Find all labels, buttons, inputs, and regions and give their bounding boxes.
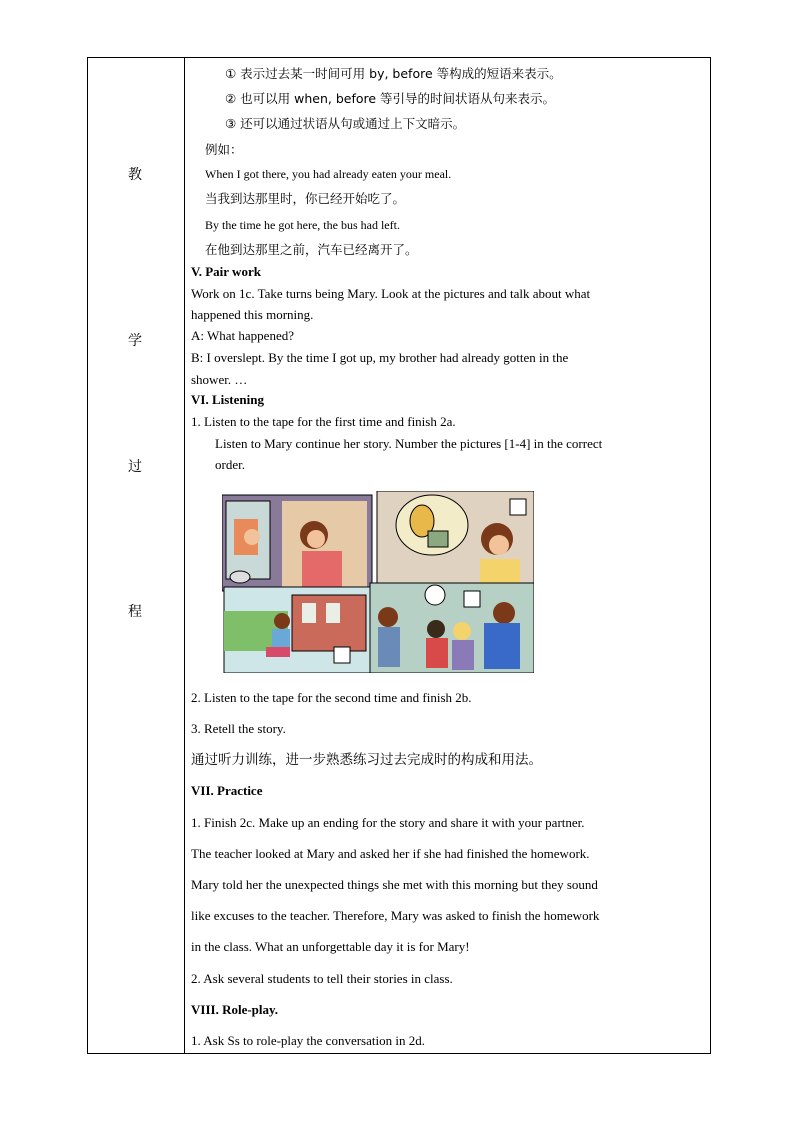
text-line: happened this morning. (191, 307, 314, 322)
section-heading: V. Pair work (191, 264, 261, 279)
note-3: ③ 还可以通过状语从句或通过上下文暗示。 (225, 116, 466, 131)
text-line: in the class. What an unforgettable day it is for Mary! (191, 939, 470, 954)
text-line: The teacher looked at Mary and asked her if she had finished the homework. (191, 846, 590, 861)
text-line: like excuses to the teacher. Therefore, Mary was asked to finish the homework (191, 908, 600, 923)
section-heading: VI. Listening (191, 392, 264, 407)
text-line: 1. Finish 2c. Make up an ending for the story and share it with your partner. (191, 815, 585, 830)
note-1: ① 表示过去某一时间可用 by, before 等构成的短语来表示。 (225, 66, 562, 81)
text-line: 1. Ask Ss to role-play the conversation in 2d. (191, 1033, 425, 1048)
column-divider (184, 58, 185, 1053)
example-2-en: By the time he got here, the bus had left. (205, 218, 400, 232)
picture-panel-3 (224, 587, 370, 673)
picture-panel-2 (377, 491, 534, 583)
text-line: Listen to Mary continue her story. Number the pictures [1-4] in the correct (215, 436, 603, 451)
story-pictures-illustration (222, 491, 534, 673)
example-1-zh: 当我到达那里时，你已经开始吃了。 (205, 191, 406, 206)
section-heading: VIII. Role-play. (191, 1002, 279, 1017)
side-label-char: 教 (128, 167, 142, 183)
side-label-char: 过 (128, 459, 142, 475)
text-line: Work on 1c. Take turns being Mary. Look at the pictures and talk about what (191, 286, 591, 301)
example-2-zh: 在他到达那里之前，汽车已经离开了。 (205, 242, 418, 257)
text-line: 1. Listen to the tape for the first time and finish 2a. (191, 414, 456, 429)
text-line: A: What happened? (191, 328, 294, 343)
text-line: Mary told her the unexpected things she met with this morning but they sound (191, 877, 598, 892)
text-line: 2. Ask several students to tell their stories in class. (191, 971, 453, 986)
picture-panel-1 (222, 495, 372, 591)
text-line: shower. … (191, 372, 248, 387)
text-line: B: I overslept. By the time I got up, my brother had already gotten in the (191, 350, 569, 365)
section-heading: VII. Practice (191, 783, 263, 798)
text-line-zh: 通过听力训练，进一步熟悉练习过去完成时的构成和用法。 (191, 752, 542, 768)
text-line: order. (215, 457, 245, 472)
side-label-char: 学 (128, 333, 142, 349)
note-2: ② 也可以用 when, before 等引导的时间状语从句来表示。 (225, 91, 556, 106)
example-1-en: When I got there, you had already eaten your meal. (205, 167, 452, 181)
text-line: 2. Listen to the tape for the second time and finish 2b. (191, 690, 472, 705)
example-label: 例如： (205, 142, 243, 157)
side-label-char: 程 (128, 604, 142, 620)
text-line: 3. Retell the story. (191, 721, 286, 736)
